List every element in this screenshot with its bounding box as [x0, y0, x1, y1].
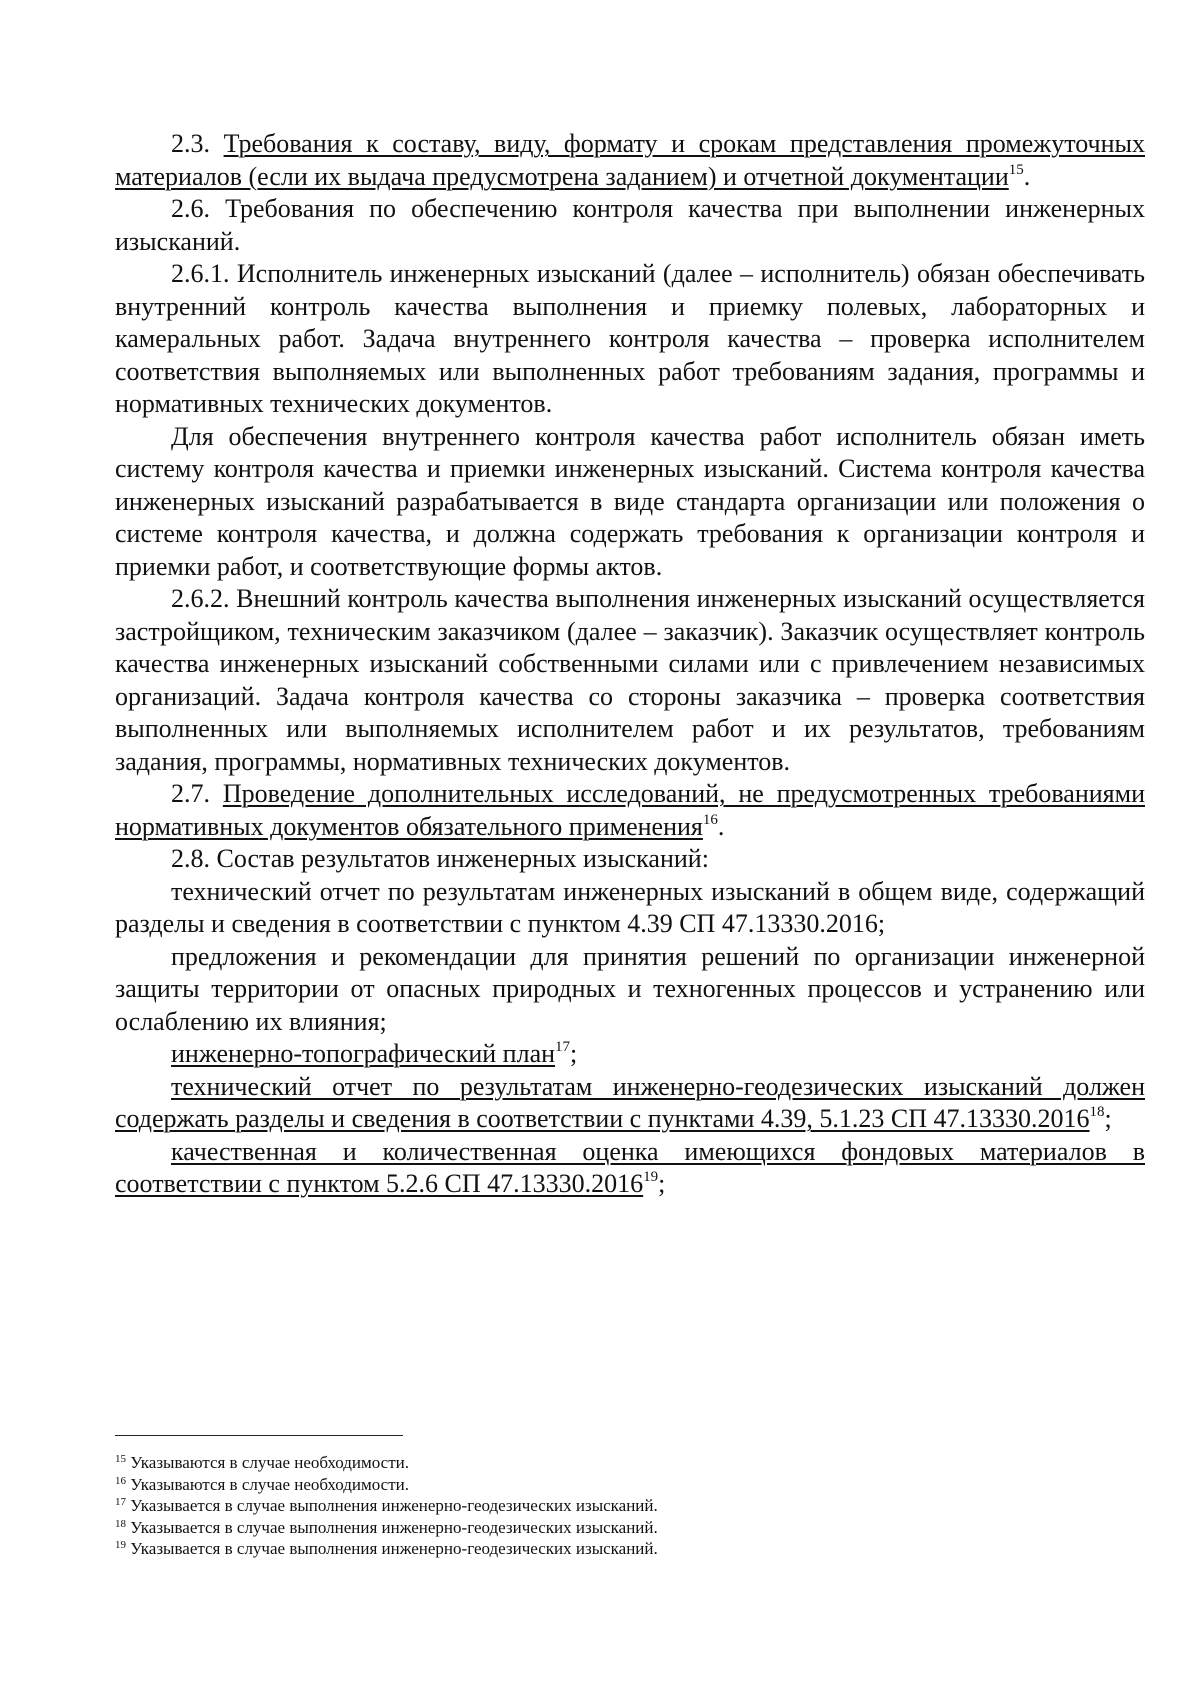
- document-body: [115, 128, 1145, 1201]
- footnote-ref[interactable]: 19: [643, 1169, 659, 1185]
- paragraph-text: инженерно-топографический план: [171, 1039, 556, 1068]
- paragraph-text: технический отчет по результатам инженерно-геодезических изысканий должен содержать разделы и сведения в соответствии с пунктами 4.39, 5.1.23 СП 47.13330.2016: [115, 1071, 1145, 1133]
- paragraph-tail: ;: [1104, 1104, 1112, 1133]
- footnote-separator: [115, 1435, 403, 1436]
- paragraph-text: Для обеспечения внутреннего контроля качества работ исполнитель обязан иметь систему контроля качества и приемки инженерных изысканий. Система контроля качества инженерных изысканий разрабатывается в виде стандарта организации или положения о системе контроля качества, и должна содержать требования к организации контроля и приемки работ, и соответствующие формы актов.: [115, 421, 1145, 581]
- footnote-text: Указывается в случае выполнения инженерно-геодезических изысканий.: [130, 1517, 658, 1537]
- paragraph-text: Требования по обеспечению контроля качества при выполнении инженерных изысканий.: [115, 194, 1145, 256]
- footnote-ref[interactable]: 15: [1008, 161, 1024, 178]
- footnote-18: [115, 1517, 1145, 1539]
- paragraph-2-6-2: [115, 583, 1145, 778]
- paragraph-text: Состав результатов инженерных изысканий:: [216, 844, 709, 873]
- section-number: 2.7.: [171, 779, 210, 808]
- paragraph-text: Требования к составу, виду, формату и срокам представления промежуточных материалов (если их выдача предусмотрена заданием) и отчетной документации: [115, 129, 1146, 191]
- paragraph-text: Проведение дополнительных исследований, не предусмотренных требованиями нормативных документов обязательного применения: [115, 779, 1146, 841]
- paragraph-text: Исполнитель инженерных изысканий (далее – исполнитель) обязан обеспечивать внутренний контроль качества выполнения и приемку полевых, лабораторных и камеральных работ. Задача внутреннего контроля качества – проверка исполнителем соответствия выполняемых или выполненных работ требованиям задания, программы и нормативных технических документов.: [115, 259, 1146, 418]
- paragraph-tail: .: [717, 811, 725, 841]
- list-item-tech-report: [115, 876, 1145, 941]
- section-number: 2.8.: [171, 844, 210, 873]
- list-item-topo-plan: [115, 1038, 1145, 1071]
- footnote-19: [115, 1538, 1145, 1560]
- footnote-15: [115, 1452, 1145, 1474]
- list-item-geodesic-report: [115, 1071, 1145, 1136]
- paragraph-text: Внешний контроль качества выполнения инженерных изысканий осуществляется застройщиком, техническим заказчиком (далее – заказчик). Заказчик осуществляет контроль качества инженерных изысканий собственными силами или с привлечением независимых организаций. Задача контроля качества со стороны заказчика – проверка соответствия выполненных или выполняемых исполнителем работ и их результатов, требованиям задания, программы, нормативных технических документов.: [115, 584, 1145, 776]
- footnote-ref[interactable]: 16: [702, 811, 718, 828]
- footnote-number: 16: [115, 1474, 126, 1487]
- paragraph-text: предложения и рекомендации для принятия решений по организации инженерной защиты территории от опасных природных и техногенных процессов и устранению или ослаблению их влияния;: [115, 941, 1145, 1036]
- section-number: 2.6.: [171, 194, 210, 223]
- footnote-ref[interactable]: 18: [1089, 1104, 1105, 1120]
- footnote-text: Указываются в случае необходимости.: [130, 1474, 410, 1494]
- paragraph-tail: ;: [570, 1039, 578, 1068]
- footnote-number: 19: [115, 1539, 126, 1551]
- section-number: 2.6.2.: [171, 584, 230, 613]
- footnote-ref[interactable]: 17: [555, 1039, 571, 1055]
- section-number: 2.3.: [171, 129, 210, 158]
- paragraph-2-6-1: [115, 258, 1145, 421]
- paragraph-2-8: [115, 843, 1145, 876]
- paragraph-text: качественная и количественная оценка имеющихся фондовых материалов в соответствии с пунктом 5.2.6 СП 47.13330.2016: [115, 1136, 1145, 1198]
- footnote-16: [115, 1474, 1145, 1496]
- list-item-proposals: [115, 941, 1145, 1039]
- paragraph-2-3: [115, 128, 1145, 193]
- footnotes: [115, 1452, 1145, 1560]
- section-number: 2.6.1.: [171, 259, 230, 288]
- paragraph-internal-system: [115, 421, 1145, 584]
- paragraph-tail: ;: [658, 1169, 666, 1198]
- paragraph-2-6: [115, 193, 1145, 258]
- footnote-text: Указывается в случае выполнения инженерно-геодезических изысканий.: [130, 1539, 658, 1558]
- footnote-number: 17: [115, 1496, 126, 1508]
- paragraph-2-7: [115, 778, 1145, 843]
- footnote-17: [115, 1495, 1145, 1517]
- list-item-fund-materials: [115, 1136, 1145, 1201]
- paragraph-tail: .: [1023, 161, 1031, 191]
- footnote-text: Указывается в случае выполнения инженерно-геодезических изысканий.: [130, 1496, 658, 1515]
- footnote-number: 15: [115, 1453, 126, 1465]
- footnote-text: Указываются в случае необходимости.: [130, 1453, 410, 1472]
- footnote-number: 18: [115, 1517, 126, 1530]
- paragraph-text: технический отчет по результатам инженерных изысканий в общем виде, содержащий разделы и сведения в соответствии с пунктом 4.39 СП 47.13330.2016;: [115, 876, 1145, 938]
